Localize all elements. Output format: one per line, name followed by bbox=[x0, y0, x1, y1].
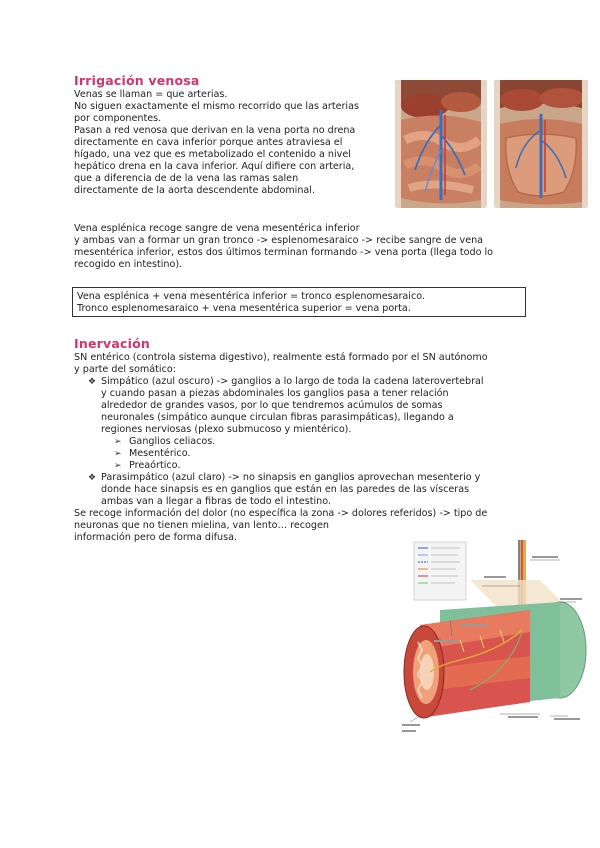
text-line: recogido en intestino). bbox=[74, 259, 183, 270]
list-item-simpatico bbox=[74, 376, 544, 436]
diamond-bullet-icon: ❖ bbox=[88, 377, 97, 387]
text-line: y cuando pasan a piezas abdominales los ganglios pasa a tener relación bbox=[101, 388, 449, 399]
text-line: neuronas que no tienen mielina, van lento… recogen bbox=[74, 520, 330, 531]
text-line: Ganglios celiacos. bbox=[129, 436, 216, 447]
text-line: Pasan a red venosa que derivan en la vena porta no drena bbox=[74, 125, 356, 136]
text-line: información pero de forma difusa. bbox=[74, 532, 238, 543]
text-line: neuronales (simpático aunque circulan fibras parasimpáticas), llegando a bbox=[101, 412, 454, 423]
list-item-parasimpatico bbox=[74, 472, 544, 508]
section-title-inervacion: Inervación bbox=[74, 336, 150, 351]
text-line: donde hace sinapsis es en ganglios que están en las paredes de las vísceras bbox=[101, 484, 470, 495]
text-line: Se recoge información del dolor (no específica la zona -> dolores referidos) -> tipo de bbox=[74, 508, 488, 519]
text-line: SN entérico (controla sistema digestivo), realmente está formado por el SN autónomo bbox=[74, 352, 488, 363]
arrow-bullet-icon: ➢ bbox=[114, 449, 122, 459]
abdominal-veins-figure-left bbox=[395, 80, 487, 208]
irrigacion-paragraph bbox=[74, 89, 394, 197]
nervous-system-list bbox=[74, 376, 544, 436]
text-line: por componentes. bbox=[74, 113, 162, 124]
text-line: hepático drena en la cava inferior. Aquí difiere con arteria, bbox=[74, 161, 355, 172]
text-line: Venas se llaman = que arterias. bbox=[74, 89, 228, 100]
ganglios-list bbox=[74, 436, 544, 472]
text-line: Parasimpático (azul claro) -> no sinapsis en ganglios aprovechan mesenterio y bbox=[101, 472, 481, 483]
text-line: ambas van a llegar a fibras de todo el intestino. bbox=[101, 496, 331, 507]
text-line: No siguen exactamente el mismo recorrido que las arterias bbox=[74, 101, 359, 112]
arrow-bullet-icon: ➢ bbox=[114, 461, 122, 471]
list-item bbox=[74, 436, 544, 448]
text-line: Vena esplénica recoge sangre de vena mesentérica inferior bbox=[74, 223, 360, 234]
box-line: Tronco esplenomesaraico + vena mesentérica superior = vena porta. bbox=[77, 303, 411, 314]
list-item bbox=[74, 460, 544, 472]
summary-box bbox=[72, 287, 526, 317]
arrow-bullet-icon: ➢ bbox=[114, 437, 122, 447]
vena-esplenica-paragraph bbox=[74, 223, 534, 271]
nervous-system-list-2 bbox=[74, 472, 544, 508]
text-line: directamente en cava inferior porque antes atraviesa el bbox=[74, 137, 343, 148]
text-line: y ambas van a formar un gran tronco -> esplenomesaraico -> recibe sangre de vena bbox=[74, 235, 484, 246]
text-line: y parte del somático: bbox=[74, 364, 176, 375]
box-line: Vena esplénica + vena mesentérica inferior = tronco esplenomesaraico. bbox=[77, 291, 425, 302]
text-line: que a diferencia de de la vena las ramas salen bbox=[74, 173, 299, 184]
text-line: Preaórtico. bbox=[129, 460, 181, 471]
text-line: alrededor de grandes vasos, por lo que tendremos acúmulos de somas bbox=[101, 400, 443, 411]
section-title-irrigacion: Irrigación venosa bbox=[74, 73, 200, 88]
abdominal-veins-figure-right bbox=[494, 80, 588, 208]
enteric-nervous-system-figure bbox=[400, 540, 588, 740]
diamond-bullet-icon: ❖ bbox=[88, 473, 97, 483]
text-line: mesentérica inferior, estos dos últimos terminan formando -> vena porta (llega todo lo bbox=[74, 247, 494, 258]
text-line: regiones nerviosas (plexo submucoso y mientérico). bbox=[101, 424, 352, 435]
text-line: directamente de la aorta descendente abdominal. bbox=[74, 185, 316, 196]
text-line: Mesentérico. bbox=[129, 448, 191, 459]
inervacion-body bbox=[74, 352, 544, 544]
text-line: Simpático (azul oscuro) -> ganglios a lo largo de toda la cadena laterovertebral bbox=[101, 376, 484, 387]
list-item bbox=[74, 448, 544, 460]
text-line: hígado, una vez que es metabolizado el contenido a nivel bbox=[74, 149, 351, 160]
